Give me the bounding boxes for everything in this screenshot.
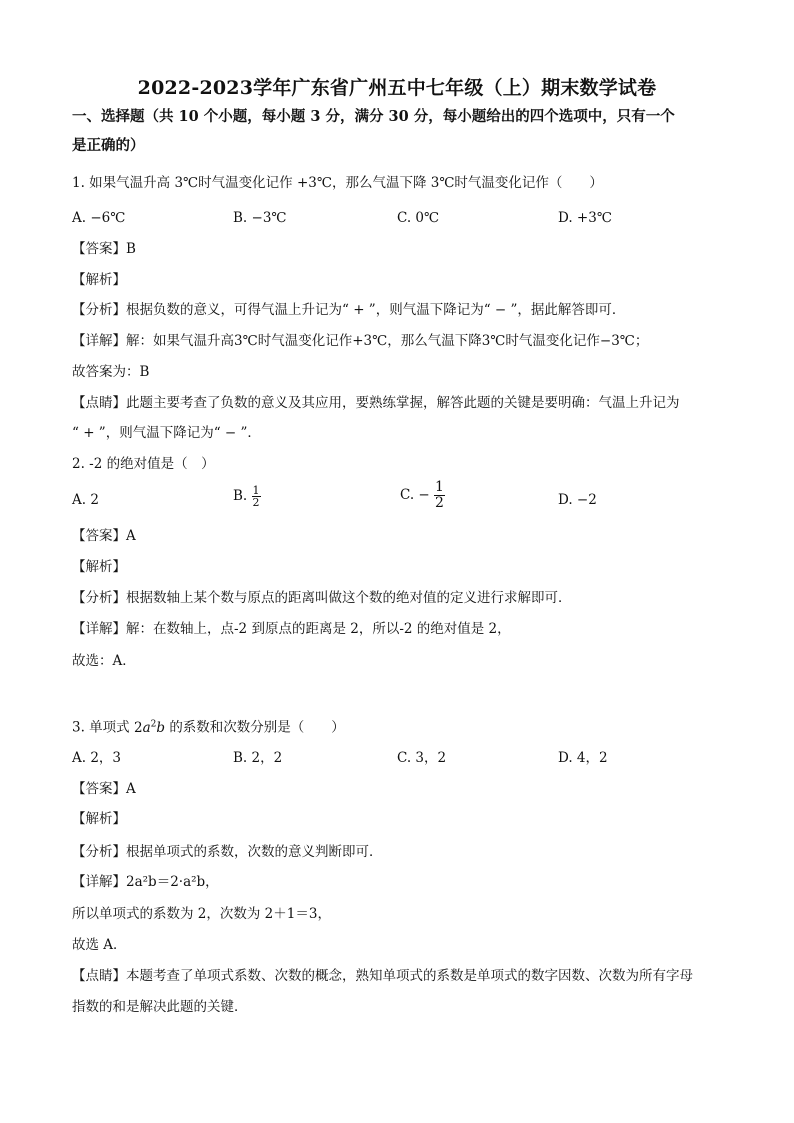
q3-coef-line: 所以单项式的系数为 2，次数为 2＋1＝3，	[72, 906, 331, 922]
q3-answer: 【答案】A	[72, 781, 136, 797]
q3-stem-suffix: 的系数和次数分别是（ ）	[169, 719, 345, 736]
section-heading-line2: 是正确的）	[72, 137, 145, 154]
q3-monomial-coef: 2	[133, 719, 143, 736]
q2-option-b	[233, 485, 261, 508]
section-heading	[72, 102, 722, 160]
q3-monomial-var-b: b	[156, 719, 166, 736]
page-title: 2022-2023学年广东省广州五中七年级（上）期末数学试卷	[137, 77, 657, 99]
section-heading-line1: 一、选择题（共 10 个小题，每小题 3 分，满分 30 分，每小题给出的四个选项中，只有一个	[72, 108, 675, 125]
q1-fenxi: 【分析】根据负数的意义，可得气温上升记为“ + ”，则气温下降记为“ − ”，据此解答即可．	[72, 302, 626, 318]
q1-answer: 【答案】B	[72, 241, 136, 257]
q3-option-c: C. 3，2	[397, 750, 447, 766]
q2-option-c	[400, 480, 445, 511]
q1-xiangjie: 【详解】解：如果气温升高3℃时气温变化记作+3℃，那么气温下降3℃时气温变化记作−3℃；	[72, 333, 649, 349]
q2-option-b-fraction	[252, 485, 261, 508]
q3-xiangjie: 【详解】2a²b＝2·a²b，	[72, 874, 219, 890]
q1-dianjing-line1: 【点睛】此题主要考查了负数的意义及其应用，要熟练掌握，解答此题的关键是要明确：气温上升记为	[72, 395, 680, 411]
q2-answer: 【答案】A	[72, 528, 136, 544]
q2-stem: 2. -2 的绝对值是（ ）	[72, 456, 215, 472]
q3-stem	[72, 714, 345, 738]
q2-option-d: D. −2	[558, 492, 597, 508]
q3-analysis-label: 【解析】	[72, 811, 126, 827]
q2-option-c-label: C. −	[400, 487, 430, 503]
q3-option-b: B. 2，2	[233, 750, 283, 766]
q2-option-b-denominator: 2	[252, 496, 260, 509]
q3-dianjing-line1: 【点睛】本题考查了单项式系数、次数的概念，熟知单项式的系数是单项式的数字因数、次数为所有字母	[72, 968, 693, 984]
q1-conclusion: 故答案为：B	[72, 364, 150, 380]
q3-dianjing-line2: 指数的和是解决此题的关键．	[72, 999, 248, 1015]
q3-conclusion: 故选 A．	[72, 937, 127, 953]
q3-monomial	[134, 720, 165, 736]
q1-option-a: A. −6℃	[72, 210, 126, 226]
q3-stem-prefix: 3. 单项式	[72, 719, 134, 736]
q3-option-d: D. 4，2	[558, 750, 608, 766]
q3-monomial-var-a: a	[142, 719, 151, 736]
q3-option-a: A. 2，3	[72, 750, 122, 766]
q1-analysis-label: 【解析】	[72, 272, 126, 288]
q1-option-d: D. +3℃	[558, 210, 612, 226]
q2-fenxi: 【分析】根据数轴上某个数与原点的距离叫做这个数的绝对值的定义进行求解即可．	[72, 590, 572, 606]
q3-fenxi: 【分析】根据单项式的系数，次数的意义判断即可．	[72, 844, 383, 860]
q2-option-c-fraction	[434, 480, 445, 511]
q1-stem: 1. 如果气温升高 3℃时气温变化记作 +3℃，那么气温下降 3℃时气温变化记作（ ）	[72, 175, 603, 191]
q2-option-c-denominator: 2	[435, 495, 444, 511]
q2-option-c-numerator: 1	[435, 479, 444, 495]
q1-dianjing-line2: “ + ”，则气温下降记为“ − ”．	[72, 425, 261, 441]
q1-option-b: B. −3℃	[233, 210, 287, 226]
q2-option-b-label: B.	[233, 488, 248, 504]
q3-monomial-exponent: 2	[150, 719, 157, 729]
q2-analysis-label: 【解析】	[72, 559, 126, 575]
q2-conclusion: 故选：A．	[72, 653, 136, 669]
q1-option-c: C. 0℃	[397, 210, 440, 226]
q2-option-a: A. 2	[72, 492, 99, 508]
q2-xiangjie: 【详解】解：在数轴上，点-2 到原点的距离是 2，所以-2 的绝对值是 2，	[72, 621, 511, 637]
q2-option-b-numerator: 1	[252, 484, 260, 497]
